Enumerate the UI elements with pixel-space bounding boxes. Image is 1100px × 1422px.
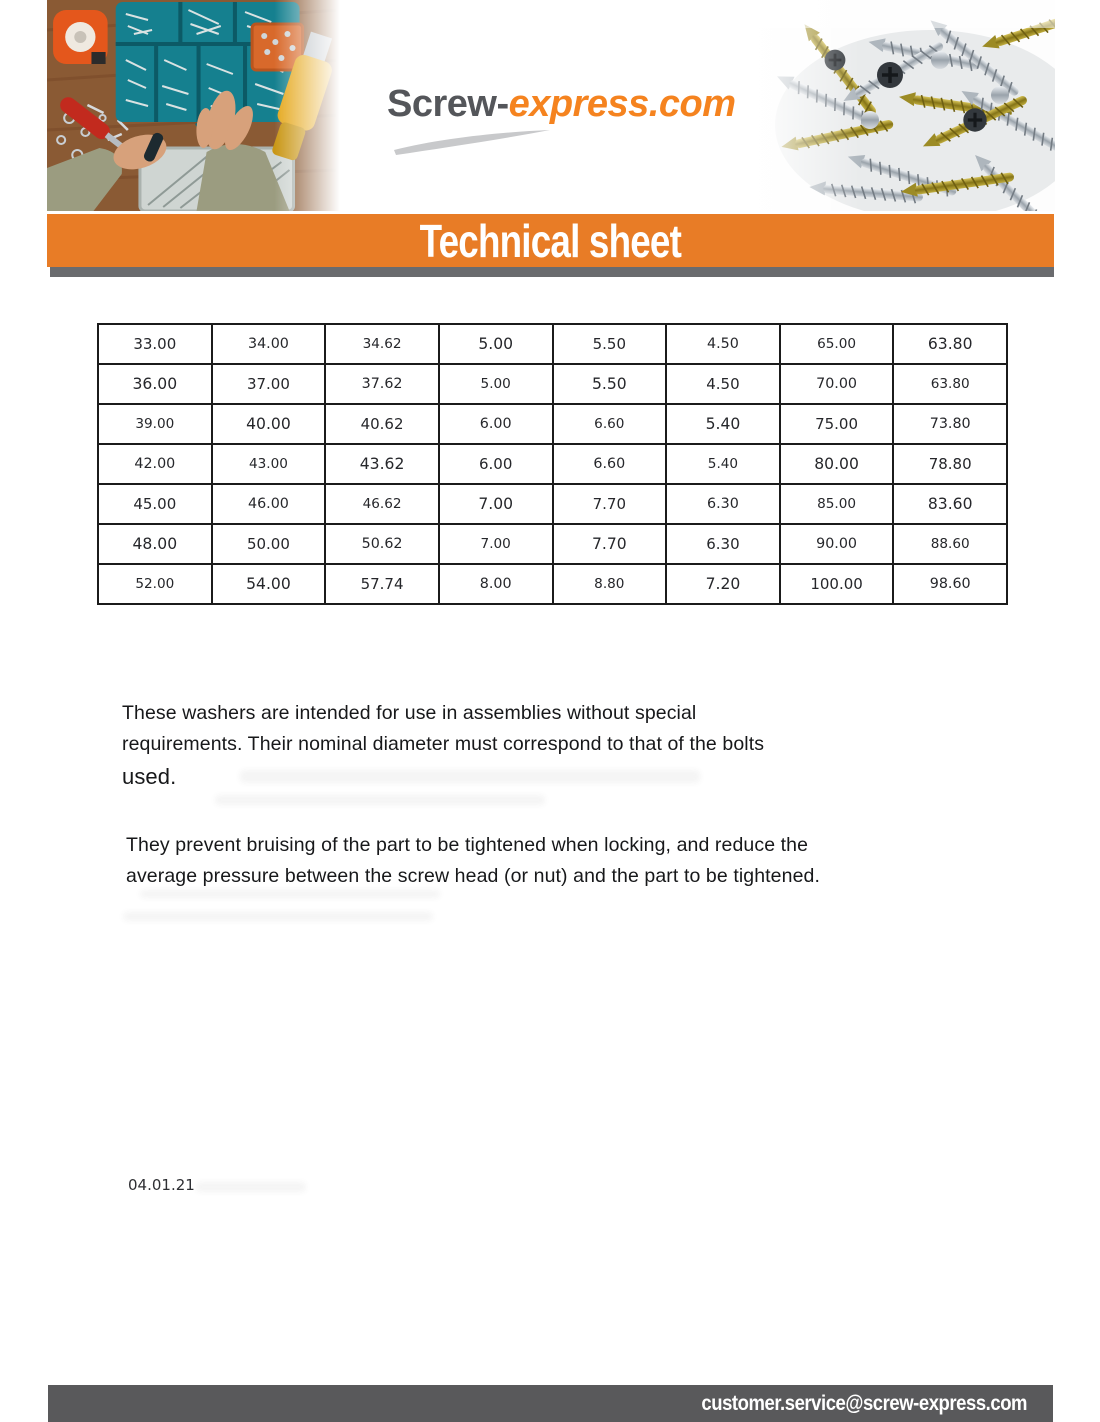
table-cell: 8.80 [553,564,667,604]
body-text-line: These washers are intended for use in assemblies without special [122,702,697,724]
table-cell: 5.00 [439,364,553,404]
table-cell: 34.00 [212,324,326,364]
workbench-photo [47,0,340,211]
table-cell: 73.80 [893,404,1007,444]
table-cell: 4.50 [666,364,780,404]
table-cell: 5.40 [666,444,780,484]
table-cell: 7.70 [553,484,667,524]
body-text-line: used. [122,764,177,789]
table-cell: 85.00 [780,484,894,524]
table-cell: 90.00 [780,524,894,564]
brand-logo [387,84,736,124]
table-cell: 6.60 [553,444,667,484]
table-cell: 78.80 [893,444,1007,484]
body-text-line: requirements. Their nominal diameter must correspond to that of the bolts [122,733,765,755]
table-cell: 42.00 [98,444,212,484]
table-cell: 7.00 [439,524,553,564]
table-cell: 83.60 [893,484,1007,524]
banner-divider [50,267,1054,277]
table-cell: 88.60 [893,524,1007,564]
workbench-photo-illustration [47,0,340,211]
table-cell: 37.00 [212,364,326,404]
table-cell: 6.00 [439,444,553,484]
table-cell: 40.00 [212,404,326,444]
table-row [98,364,1007,404]
table-cell: 34.62 [325,324,439,364]
table-cell: 57.74 [325,564,439,604]
brand-name-gray: Screw- [387,83,509,125]
revision-date: 04.01.21 [128,1176,195,1194]
spec-table [97,323,1008,605]
table-cell: 46.00 [212,484,326,524]
table-cell: 8.00 [439,564,553,604]
body-text-line: average pressure between the screw head (or nut) and the part to be tightened. [126,865,820,887]
table-cell: 33.00 [98,324,212,364]
table-row [98,484,1007,524]
spec-table-body [98,324,1007,604]
table-cell: 63.80 [893,324,1007,364]
erased-text-artifact [123,912,433,921]
table-row [98,444,1007,484]
table-cell: 50.00 [212,524,326,564]
screw-pile-illustration [750,0,1055,211]
table-cell: 75.00 [780,404,894,444]
table-cell: 6.30 [666,524,780,564]
table-row [98,324,1007,364]
table-cell: 4.50 [666,324,780,364]
table-cell: 39.00 [98,404,212,444]
body-text-line: They prevent bruising of the part to be tightened when locking, and reduce the [126,834,809,856]
table-cell: 7.70 [553,524,667,564]
table-cell: 65.00 [780,324,894,364]
brand-name-orange: express.com [508,83,736,125]
table-cell: 100.00 [780,564,894,604]
footer-bar [48,1385,1053,1422]
page-title: Technical sheet [419,214,682,267]
table-cell: 5.40 [666,404,780,444]
table-cell: 70.00 [780,364,894,404]
table-cell: 98.60 [893,564,1007,604]
title-banner [47,214,1054,267]
table-cell: 50.62 [325,524,439,564]
table-cell: 45.00 [98,484,212,524]
paragraph-washers-function [126,830,820,892]
table-cell: 6.60 [553,404,667,444]
table-row [98,524,1007,564]
table-row [98,564,1007,604]
table-cell: 80.00 [780,444,894,484]
erased-text-artifact [196,1182,306,1192]
customer-service-email: customer.service@screw-express.com [701,1391,1027,1415]
table-cell: 5.50 [553,364,667,404]
table-cell: 43.00 [212,444,326,484]
table-cell: 54.00 [212,564,326,604]
table-cell: 48.00 [98,524,212,564]
table-cell: 6.00 [439,404,553,444]
table-cell: 5.00 [439,324,553,364]
table-cell: 6.30 [666,484,780,524]
table-row [98,404,1007,444]
erased-text-artifact [140,890,440,898]
table-cell: 37.62 [325,364,439,404]
table-cell: 52.00 [98,564,212,604]
erased-text-artifact [215,795,545,805]
table-cell: 36.00 [98,364,212,404]
logo-swoosh [392,128,552,156]
table-cell: 40.62 [325,404,439,444]
screw-pile-photo [750,0,1055,211]
table-cell: 46.62 [325,484,439,524]
table-cell: 63.80 [893,364,1007,404]
erased-text-artifact [240,770,700,783]
table-cell: 7.20 [666,564,780,604]
table-cell: 7.00 [439,484,553,524]
table-cell: 5.50 [553,324,667,364]
table-cell: 43.62 [325,444,439,484]
